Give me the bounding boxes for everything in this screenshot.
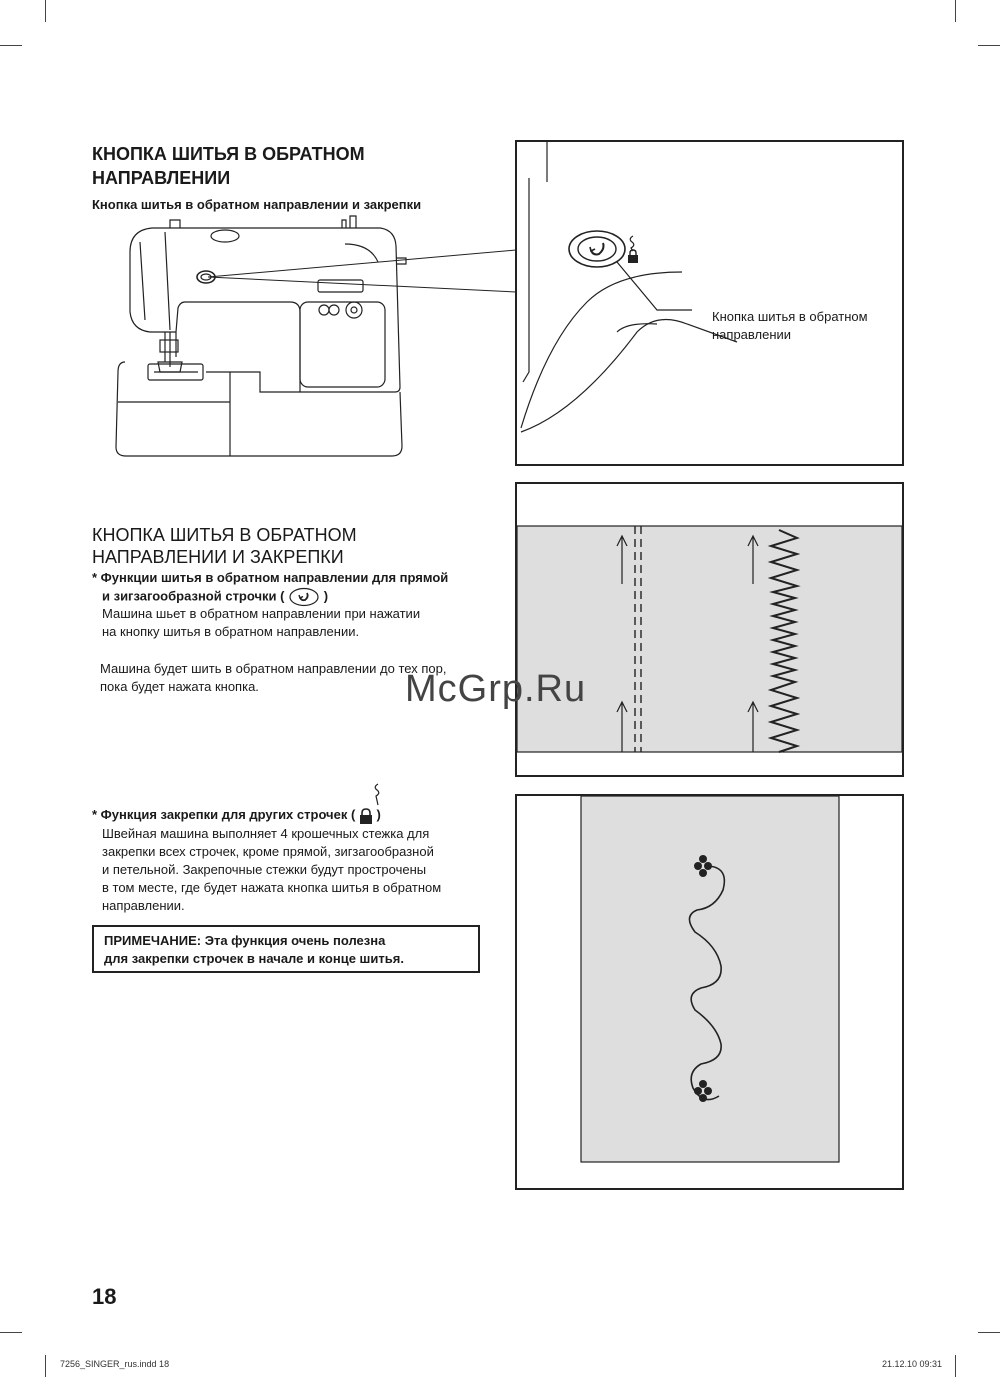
section1-title-line1: КНОПКА ШИТЬЯ В ОБРАТНОМ [92, 144, 365, 164]
section2-title-line2: НАПРАВЛЕНИИ И ЗАКРЕПКИ [92, 547, 344, 567]
tack-thread-icon [371, 783, 385, 807]
section2-body-line4: пока будет нажата кнопка. [100, 679, 259, 694]
crop-mark [45, 0, 46, 22]
section2-bullet-line2-a: и зигзагообразной строчки ( [102, 588, 285, 604]
tack-stitch-panel [515, 794, 904, 1190]
crop-mark [0, 1332, 22, 1333]
reverse-stitch-panel [515, 482, 904, 777]
crop-mark [955, 0, 956, 22]
fabric-strip [517, 526, 902, 752]
section1-title [92, 142, 365, 190]
zoom-leader-lines [200, 240, 520, 300]
reverse-stitch-drawing [517, 484, 902, 775]
zoom-panel-drawing [517, 142, 902, 464]
fabric-swatch [581, 796, 839, 1162]
section2-title [92, 524, 357, 568]
section2-body-line2: на кнопку шитья в обратном направлении. [102, 624, 360, 639]
section3-bullet [92, 806, 381, 824]
note-line1: ПРИМЕЧАНИЕ: Эта функция очень полезна [104, 933, 386, 948]
crop-mark [955, 1355, 956, 1377]
footer-date: 21.12.10 09:31 [882, 1359, 943, 1369]
footer-file: 7256_SINGER_rus.indd 18 [60, 1359, 170, 1369]
crop-mark [978, 45, 1000, 46]
section2-bullet-line2-b: ) [323, 588, 329, 604]
zoom-callout-line2: направлении [712, 327, 792, 342]
crop-mark [45, 1355, 46, 1377]
section3-bullet-b: ) [376, 807, 381, 822]
section2-bullet-line1: * Функции шитья в обратном направлении для прямой [92, 570, 449, 585]
section2-bullet-line2 [102, 587, 328, 607]
section2-body-extra [100, 660, 446, 696]
section3-body-line2: закрепки всех строчек, кроме прямой, зигзагообразной [102, 844, 434, 859]
section3-body-line1: Швейная машина выполняет 4 крошечных стежка для [102, 826, 430, 841]
zoom-callout-label [712, 308, 868, 344]
note-box [92, 925, 480, 973]
section3-body [102, 825, 441, 915]
section2-body-line1: Машина шьет в обратном направлении при нажатии [102, 606, 421, 621]
section2-body [102, 605, 420, 641]
section2-body-line3: Машина будет шить в обратном направлении до тех пор, [100, 661, 447, 676]
lock-icon [359, 808, 373, 824]
zoom-callout-line1: Кнопка шитья в обратном [712, 309, 868, 324]
section1-subtitle: Кнопка шитья в обратном направлении и закрепки [92, 197, 422, 212]
section3-body-line4: в том месте, где будет нажата кнопка шитья в обратном [102, 880, 442, 895]
crop-mark [0, 45, 22, 46]
section2-title-line1: КНОПКА ШИТЬЯ В ОБРАТНОМ [92, 525, 357, 545]
zoom-panel [515, 140, 904, 466]
crop-mark [978, 1332, 1000, 1333]
reverse-button-icon [288, 587, 320, 607]
section3-body-line3: и петельной. Закрепочные стежки будут прострочены [102, 862, 427, 877]
tack-stitch-drawing [517, 796, 902, 1188]
watermark: McGrp.Ru [405, 668, 587, 710]
section3-body-line5: направлении. [102, 898, 185, 913]
page-number: 18 [92, 1284, 117, 1309]
section3-bullet-a: * Функция закрепки для других строчек ( [92, 807, 356, 822]
tack-icon [625, 234, 641, 264]
note-line2: для закрепки строчек в начале и конце шитья. [104, 951, 404, 966]
section1-title-line2: НАПРАВЛЕНИИ [92, 168, 231, 188]
